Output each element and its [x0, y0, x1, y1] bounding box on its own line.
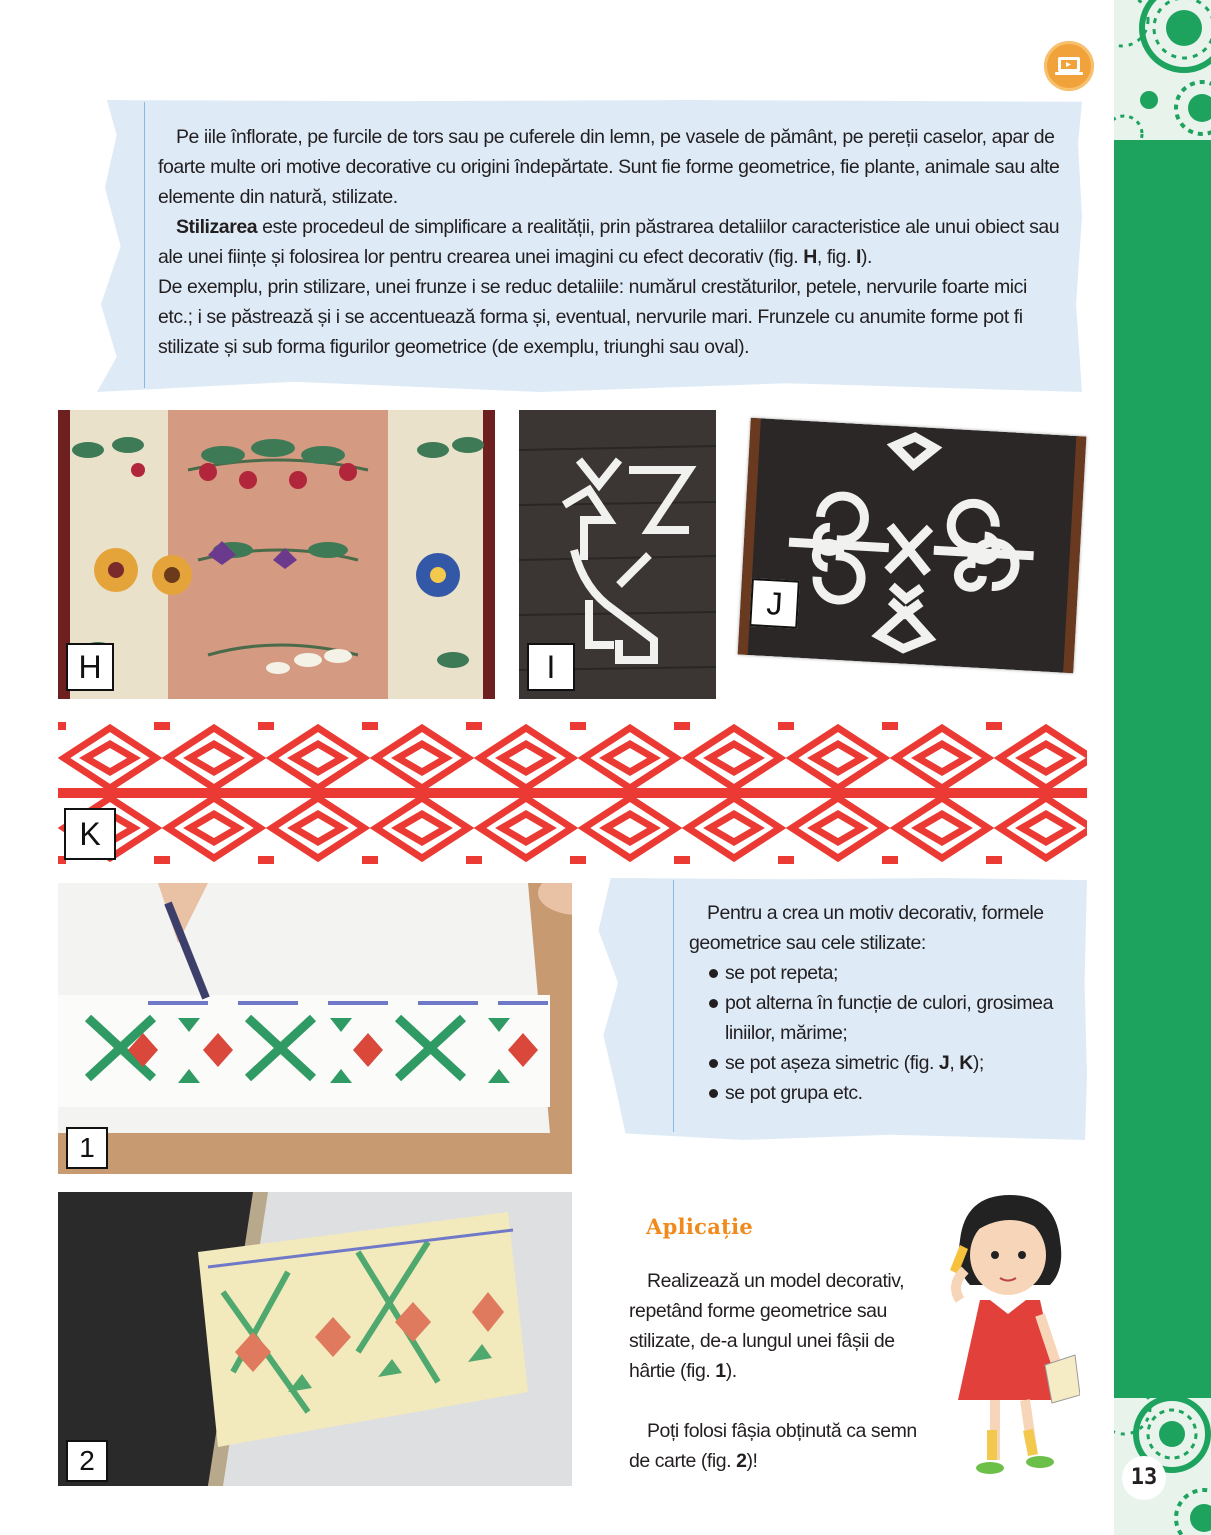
application-text — [629, 1266, 929, 1476]
motif-bullet-2: pot alterna în funcție de culori, grosimea liniilor, mărime; — [689, 988, 1073, 1048]
intro-paragraph-3: De exemplu, prin stilizare, unei frunze i se reduc detaliile: numărul crestăturilor, petele, nervurile foarte mici etc.; i se păstrează și i se accentuează forma și, eventual, nervurile mari. Frunzele cu anumite forme pot fi stilizate și sub forma figurilor geometrice (de exemplu, triunghi sau oval). — [158, 276, 1027, 358]
motif-bullet-4: se pot grupa etc. — [689, 1078, 1073, 1108]
figure-label-2: 2 — [66, 1440, 108, 1482]
note-margin-line — [144, 102, 145, 388]
figure-label-i: I — [527, 643, 575, 691]
figure-1-drawing-strip — [58, 883, 572, 1174]
motif-note-margin-line — [673, 880, 674, 1132]
motif-bullet-3: se pot așeza simetric (fig. J, K); — [689, 1048, 1073, 1078]
figure-2-bookmark — [58, 1192, 572, 1486]
intro-text — [158, 122, 1063, 362]
side-decoration-top — [1114, 0, 1211, 140]
figure-label-j: J — [749, 578, 800, 629]
application-paragraph-1: Realizează un model decorativ, repetând forme geometrice sau stilizate, de-a lungul unei fâșii de hârtie (fig. 1). — [629, 1270, 905, 1382]
intro-paragraph-2: Stilizarea este procedeul de simplificare a realității, prin păstrarea detaliilor caracteristice ale unui obiect sau ale unei ființe și folosirea lor pentru crearea unei imagini cu efect decorativ (fig. H, fig. I). — [158, 216, 1060, 268]
motif-text — [689, 898, 1073, 1108]
application-title: Aplicație — [646, 1214, 754, 1239]
motif-intro: Pentru a crea un motiv decorativ, formele geometrice sau cele stilizate: — [689, 902, 1044, 954]
page-number: 13 — [1122, 1456, 1166, 1500]
figure-i-bird — [519, 410, 716, 699]
figure-h-carpet — [58, 410, 495, 699]
figure-label-h: H — [66, 643, 114, 691]
side-band — [1114, 0, 1211, 1535]
digital-manual-icon[interactable] — [1044, 41, 1094, 91]
application-paragraph-2: Poți folosi fâșia obținută ca semn de carte (fig. 2)! — [629, 1420, 917, 1472]
figure-label-k: K — [64, 808, 116, 860]
figure-k-band — [58, 722, 1087, 864]
term-stilizarea: Stilizarea — [176, 216, 258, 238]
intro-paragraph-1: Pe iile înflorate, pe furcile de tors sau pe cuferele din lemn, pe vasele de pământ, pe pereții caselor, apar de foarte multe ori motive decorative cu origini îndepărtate. Sunt fie forme geometrice, fie plante, animale sau alte elemente din natură, stilizate. — [158, 126, 1060, 208]
girl-illustration — [930, 1190, 1080, 1490]
motif-bullet-1: se pot repeta; — [689, 958, 1073, 988]
figure-j-spirals — [738, 418, 1087, 673]
figure-label-1: 1 — [66, 1127, 108, 1169]
